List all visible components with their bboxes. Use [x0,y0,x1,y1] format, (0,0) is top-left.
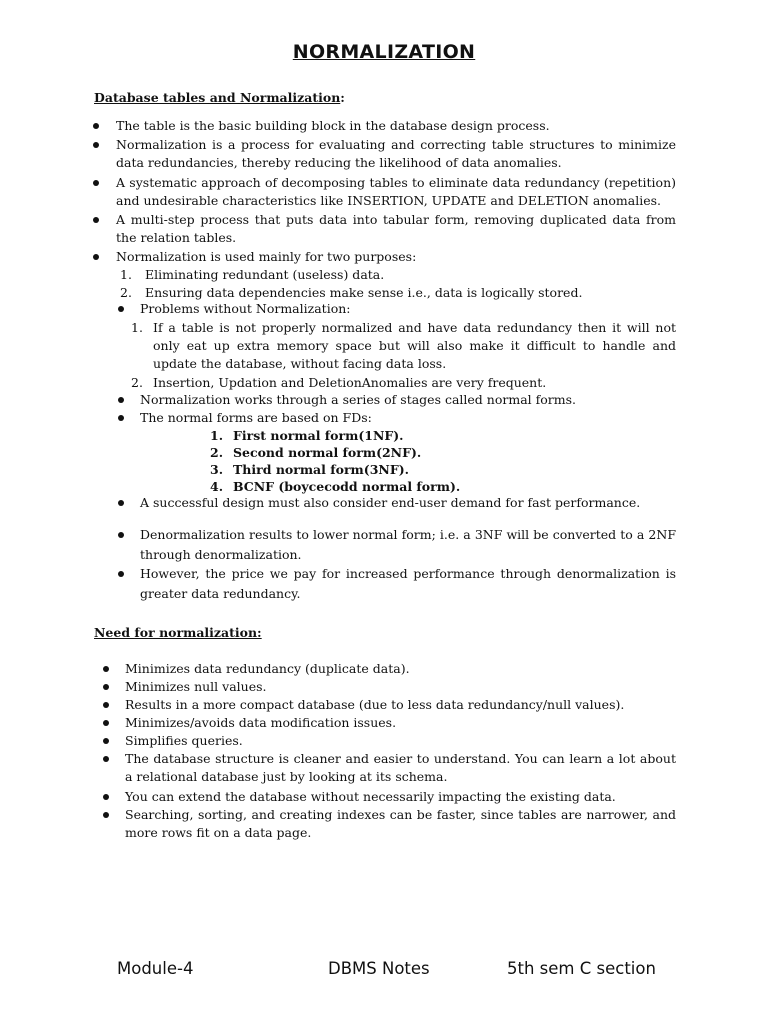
bullet-icon [93,254,99,260]
list-item [125,678,676,696]
bullet-text: Searching, sorting, and creating indexes can be faster, since tables are narrower, and more rows fit on a data page. [125,807,676,840]
bullet-icon [93,123,99,129]
bullet-icon [103,794,109,800]
list-item [125,788,676,806]
bullet-icon [118,500,124,506]
list-item [140,300,676,318]
list-item [140,409,676,427]
bullet-text: Minimizes/avoids data modification issues. [125,715,397,730]
list-item [125,696,676,714]
bullet-icon [103,812,109,818]
problem-item [131,374,676,392]
list-item [125,660,676,678]
problem-text: Insertion, Updation and DeletionAnomalies are very frequent. [153,375,547,390]
list-item [116,174,676,210]
page-title: NORMALIZATION [292,41,476,63]
bullet-icon [118,415,124,421]
footer-module: Module-4 [117,959,194,978]
bullet-text: The database structure is cleaner and easier to understand. You can learn a lot about a relational database just by looking at its schema. [125,751,676,784]
footer-course: DBMS Notes [328,959,430,978]
list-item [140,525,676,565]
bullet-text: However, the price we pay for increased performance through denormalization is greater data redundancy. [140,566,676,601]
bullet-icon [118,306,124,312]
item-number: 1. [131,320,143,335]
problem-text: If a table is not properly normalized and have data redundancy then it will not only eat up extra memory space but will also make it difficult to handle and update the database, without facing data loss. [153,320,676,371]
bullet-icon [103,720,109,726]
bullet-text: A multi-step process that puts data into tabular form, removing duplicated data from the relation tables. [116,212,676,245]
item-number: 1. [120,267,132,282]
item-number: 3. [210,462,224,477]
normal-form-text: First normal form(1NF). [233,428,404,443]
bullet-text: The table is the basic building block in the database design process. [116,118,550,133]
list-item [125,750,676,786]
item-number: 2. [120,285,132,300]
list-item [140,494,676,512]
section-heading-database-tables [94,90,345,105]
footer-section: 5th sem C section [507,959,656,978]
problem-item [131,319,676,373]
normal-form-text: Second normal form(2NF). [233,445,422,460]
list-item [140,391,676,409]
normal-form-text: Third normal form(3NF). [233,462,409,477]
bullet-text: Results in a more compact database (due to less data redundancy/null values). [125,697,625,712]
item-number: 1. [210,428,224,443]
bullet-text: Minimizes null values. [125,679,267,694]
bullet-icon [93,217,99,223]
purpose-text: Eliminating redundant (useless) data. [145,267,385,282]
bullet-text: Normalization is a process for evaluating and correcting table structures to minimize data redundancies, thereby reducing the likelihood of data anomalies. [116,137,676,170]
section-heading-text: Database tables and Normalization [94,90,341,105]
bullet-icon [118,397,124,403]
bullet-icon [103,738,109,744]
bullet-text: You can extend the database without necessarily impacting the existing data. [125,789,616,804]
bullet-icon [93,142,99,148]
list-item [140,564,676,604]
bullet-icon [103,684,109,690]
list-item [125,806,676,842]
section-heading-need-for-normalization: Need for normalization: [94,625,262,640]
bullet-text: Minimizes data redundancy (duplicate data). [125,661,410,676]
bullet-text: The normal forms are based on FDs: [140,410,372,425]
list-item [116,136,676,172]
item-number: 2. [210,445,224,460]
bullet-text: Normalization is used mainly for two purposes: [116,249,417,264]
purpose-item [120,266,680,284]
bullet-icon [103,756,109,762]
list-item [116,248,676,266]
normal-form-text: BCNF (boycecodd normal form). [233,479,461,494]
bullet-text: Simplifies queries. [125,733,243,748]
bullet-icon [103,666,109,672]
bullet-text: Denormalization results to lower normal form; i.e. a 3NF will be converted to a 2NF through denormalization. [140,527,676,562]
list-item [116,117,676,135]
bullet-text: A successful design must also consider end-user demand for fast performance. [140,495,641,510]
bullet-icon [103,702,109,708]
purpose-text: Ensuring data dependencies make sense i.e., data is logically stored. [145,285,583,300]
bullet-icon [93,180,99,186]
list-item [116,211,676,247]
section-heading-colon: : [340,90,345,105]
list-item [125,732,676,750]
bullet-text: A systematic approach of decomposing tables to eliminate data redundancy (repetition) and undesirable characteristics like INSERTION, UPDATE and DELETION anomalies. [116,175,676,208]
bullet-text: Problems without Normalization: [140,301,351,316]
bullet-icon [118,571,124,577]
list-item [125,714,676,732]
item-number: 4. [210,479,224,494]
bullet-text: Normalization works through a series of stages called normal forms. [140,392,576,407]
bullet-icon [118,532,124,538]
item-number: 2. [131,375,143,390]
